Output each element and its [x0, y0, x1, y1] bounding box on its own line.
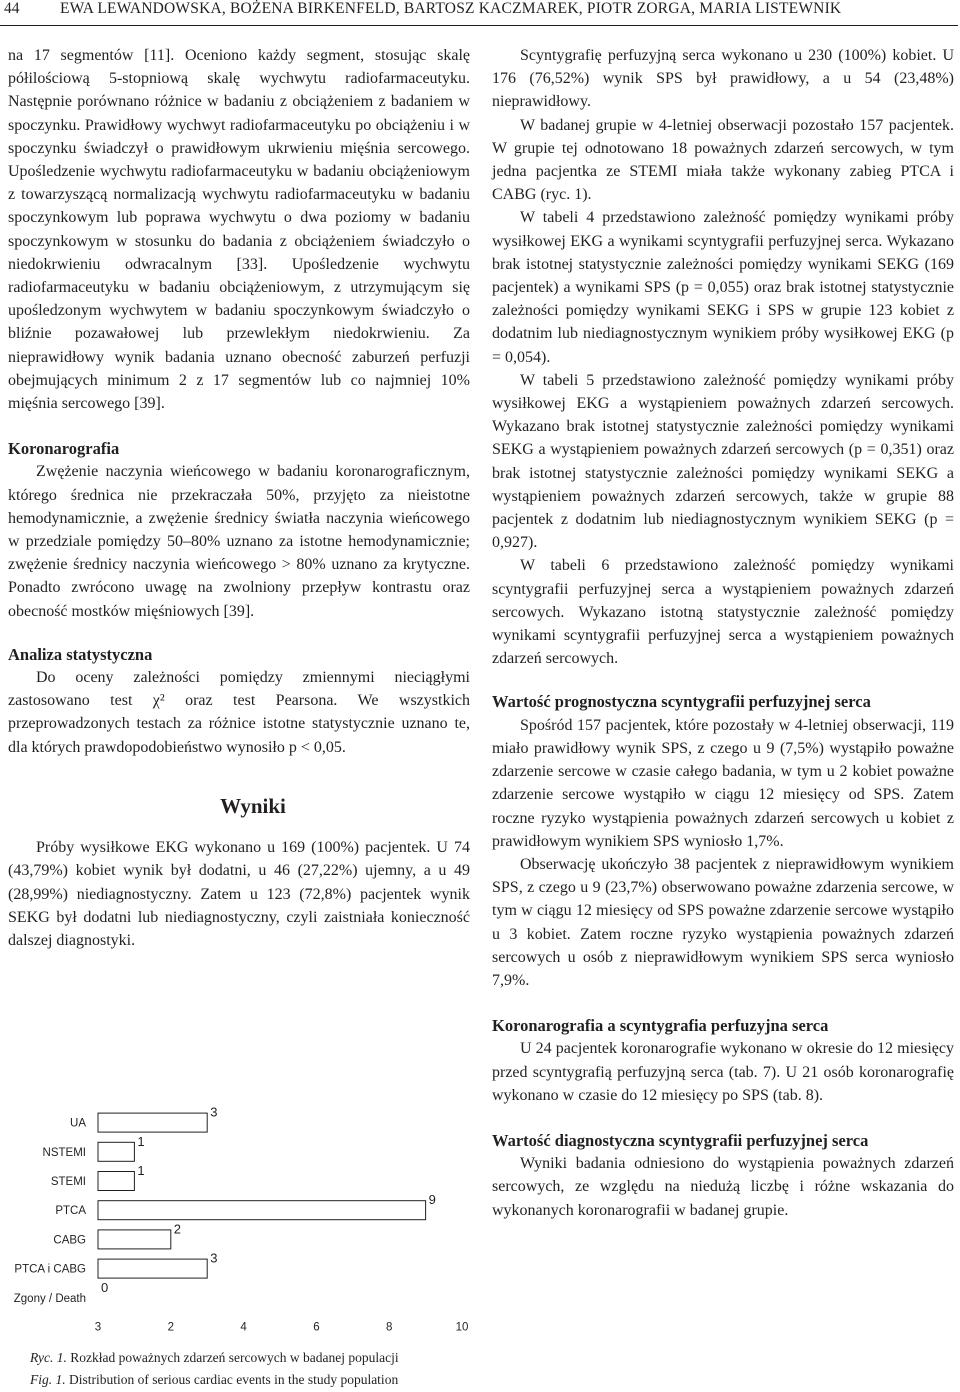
data-label: 1 — [137, 1133, 145, 1149]
paragraph: Wyniki badania odniesiono do wystąpienia poważnych zdarzeń sercowych, ze względu na niedużą liczbę i różne wskazania do wykonanych koronarografii w badanej grupie. — [492, 1155, 954, 1219]
category-label: NSTEMI — [42, 1146, 86, 1159]
bar — [98, 1172, 134, 1191]
paragraph: U 24 pacjentek koronarografie wykonano w okresie do 12 miesięcy przed scyntygrafią perfuzyjną serca (tab. 7). U 21 osób koronarografię wykonano w czasie do 12 miesięcy po SPS (tab. 8). — [492, 1040, 954, 1104]
paragraph: Do oceny zależności pomiędzy zmiennymi nieciągłymi zastosowano test χ² oraz test Pearsona. We wszystkich przeprowadzonych testach za różnice istotne statystycznie uznano te, dla których prawdopodobieństwo wynosiło p < 0,05. — [8, 669, 470, 756]
bar — [98, 1259, 207, 1278]
paragraph: W tabeli 6 przedstawiono zależność pomiędzy wynikami scyntygrafii perfuzyjnej serca a wystąpieniem poważnych zdarzeń sercowych. Wykazano istotną statystycznie zależność pomiędzy wynikami scyntygrafii perfuzyjnej serca a wystąpieniem poważnych zdarzeń sercowych. — [492, 557, 954, 668]
x-tick-label: 4 — [240, 1321, 247, 1334]
section-heading-wyniki: Wyniki — [220, 793, 286, 818]
data-label: 1 — [137, 1163, 145, 1178]
paragraph: Spośród 157 pacjentek, które pozostały w 4-letniej obserwacji, 119 miało prawidłowy wynik SPS, z czego u 9 (7,5%) wystąpiło poważne zdarzenie sercowe w czasie całego badania, w tym u 2 kobiet poważne zdarzenie sercowe wystąpiło w ciągu 12 miesięcy od SPS. Zatem roczne ryzyko wystąpienia poważnych zdarzeń sercowych u kobiet z prawidłowym wynikiem SPS wyniosło 1,7%. — [492, 716, 954, 850]
x-tick-label: 8 — [385, 1321, 393, 1334]
running-header — [0, 0, 960, 24]
bar — [98, 1201, 426, 1220]
paragraph: Próby wysiłkowe EKG wykonano u 169 (100%) pacjentek. U 74 (43,79%) kobiet wynik był dodatni, u 46 (27,22%) ujemny, a u 49 (28,99%) niediagnostyczny. Zatem u 123 (72,8%) pacjentek wynik SEKG był dodatni lub niediagnostyczny, czyli zaistniała konieczność dalszej diagnostyki. — [8, 839, 470, 949]
data-label: 9 — [428, 1192, 436, 1208]
category-label: PTCA — [55, 1205, 86, 1218]
bar — [98, 1113, 207, 1132]
figure-1-chart — [0, 1100, 480, 1336]
right-column — [492, 44, 954, 1222]
category-label: Zgony / Death — [13, 1292, 86, 1305]
paragraph: Zwężenie naczynia wieńcowego w badaniu koronarograficznym, którego średnica nie przekraczała 50%, przyjęto za nieistotne hemodynamicznie, a zwężenie średnicy światła naczynia wieńcowego w przedziale pomiędzy 50–80% uznano za istotne hemodynamicznie; zwężenie średnicy naczynia wieńcowego > 80% uznano za krytyczne. Ponadto zwrócono uwagę na zwolniony przepływ kontrastu oraz obecność mostków mięśniowych [39]. — [8, 463, 470, 620]
section-heading-wartosc-diagnostyczna: Wartość diagnostyczna scyntygrafii perfuzyjnej serca — [492, 1130, 869, 1150]
caption-text-pl: Rozkład poważnych zdarzeń sercowych w badanej populacji — [70, 1350, 399, 1365]
bar-chart — [0, 1100, 480, 1336]
paragraph: W tabeli 4 przedstawiono zależność pomiędzy wynikami próby wysiłkowej EKG a wynikami scyntygrafii perfuzyjnej serca. Wykazano brak istotnej statystycznie zależności pomiędzy wynikami SEKG (169 pacjentek) a wynikami SPS (p = 0,055) oraz brak istotnej statystycznie zależności pomiędzy wynikami SEKG i SPS w grupie 123 kobiet z dodatnim lub niediagnostycznym wynikiem próby wysiłkowej EKG (p = 0,054). — [492, 209, 954, 366]
x-tick-label: 2 — [167, 1321, 175, 1334]
category-label: PTCA i CABG — [14, 1263, 86, 1276]
data-label: 2 — [173, 1221, 182, 1237]
caption-label-pl: Ryc. 1. — [30, 1350, 67, 1365]
figure-caption-en — [30, 1372, 398, 1388]
data-label: 3 — [210, 1104, 218, 1120]
figure-caption-pl — [30, 1350, 399, 1366]
caption-label-en: Fig. 1. — [30, 1372, 66, 1387]
caption-text-en: Distribution of serious cardiac events in the study population — [69, 1372, 399, 1387]
left-column — [8, 44, 470, 952]
paragraph: na 17 segmentów [11]. Oceniono każdy segment, stosując skalę półilościową 5-stopniową skalę wychwytu radiofarmaceutyku. Następnie porównano różnice w badaniu z obciążeniem z badaniem w spoczynku. Prawidłowy wychwyt radiofarmaceutyku po obciążeniu i w spoczynku świadczył o prawidłowym ukrwieniu mięśnia sercowego. Upośledzenie wychwytu radiofarmaceutyku w badaniu obciążeniowym z towarzyszącą normalizacją wychwytu radiofarmaceutyku w badaniu spoczynkowym lub poprawa wychwytu o dwa poziomy w badaniu spoczynkowym w stosunku do badania z obciążeniem świadczyło o niedokrwieniu odwracalnym [33]. Upośledzenie wychwytu radiofarmaceutyku w badaniu obciążeniowym, z utrzymującym się upośledzonym wychwytem w badaniu spoczynkowym świadczyło o bliźnie pozawałowej lub przewlekłym niedokrwieniu. Za nieprawidłowy wynik badania uznano obecność zaburzeń perfuzji obejmujących minimum 2 z 17 segmentów lub co najmniej 10% mięśnia sercowego [39]. — [8, 47, 470, 413]
page-number: 44 — [4, 0, 20, 17]
header-authors: EWA LEWANDOWSKA, BOŻENA BIRKENFELD, BARTOSZ KACZMAREK, PIOTR ZORGA, MARIA LISTEWNIK — [60, 0, 842, 17]
bar — [98, 1142, 134, 1161]
category-label: UA — [70, 1117, 86, 1130]
section-heading-analiza: Analiza statystyczna — [8, 644, 153, 664]
paragraph: Obserwację ukończyło 38 pacjentek z nieprawidłowym wynikiem SPS, z czego u 9 (23,7%) obserwowano poważne zdarzenia sercowe, w tym w ciągu 12 miesięcy od SPS poważne zdarzenie sercowe wystąpiło u 3 kobiet. Zatem roczne ryzyko wystąpienia poważnych zdarzeń sercowych u osób z nieprawidłowym wynikiem SPS serca wyniosło 7,9%. — [492, 855, 954, 989]
paragraph: W badanej grupie w 4-letniej obserwacji pozostało 157 pacjentek. W grupie tej odnotowano 18 poważnych zdarzeń sercowych, w tym jedna pacjentka ze STEMI miała także wykonany zabieg PTCA i CABG (ryc. 1). — [492, 116, 954, 204]
header-rule — [0, 25, 958, 26]
data-label: 3 — [210, 1250, 218, 1266]
category-label: STEMI — [50, 1176, 86, 1188]
data-label: 0 — [101, 1279, 109, 1295]
bar — [98, 1230, 171, 1249]
section-heading-wartosc-prognostyczna: Wartość prognostyczna scyntygrafii perfuzyjnej serca — [492, 692, 871, 712]
paragraph: W tabeli 5 przedstawiono zależność pomiędzy wynikami próby wysiłkowej EKG a wystąpieniem poważnych zdarzeń sercowych. Wykazano brak istotnej statystycznie zależności pomiędzy wynikami SEKG a wystąpieniem poważnych zdarzeń sercowych (p = 0,351) oraz brak istotnej statystycznie zależności pomiędzy wynikami SEKG a wystąpieniem poważnych zdarzeń sercowych, także w grupie 88 pacjentek z dodatnim lub niediagnostycznym wynikiem SEKG (p = 0,927). — [492, 371, 954, 552]
x-tick-label: 3 — [94, 1321, 102, 1334]
paragraph: Scyntygrafię perfuzyjną serca wykonano u 230 (100%) kobiet. U 176 (76,52%) wynik SPS był prawidłowy, a u 54 (23,48%) nieprawidłowy. — [492, 47, 954, 111]
x-tick-label: 10 — [455, 1321, 469, 1334]
section-heading-koronarografia-sps: Koronarografia a scyntygrafia perfuzyjna serca — [492, 1016, 829, 1036]
category-label: CABG — [53, 1234, 86, 1247]
section-heading-koronarografia: Koronarografia — [8, 439, 120, 459]
x-tick-label: 6 — [313, 1321, 320, 1334]
